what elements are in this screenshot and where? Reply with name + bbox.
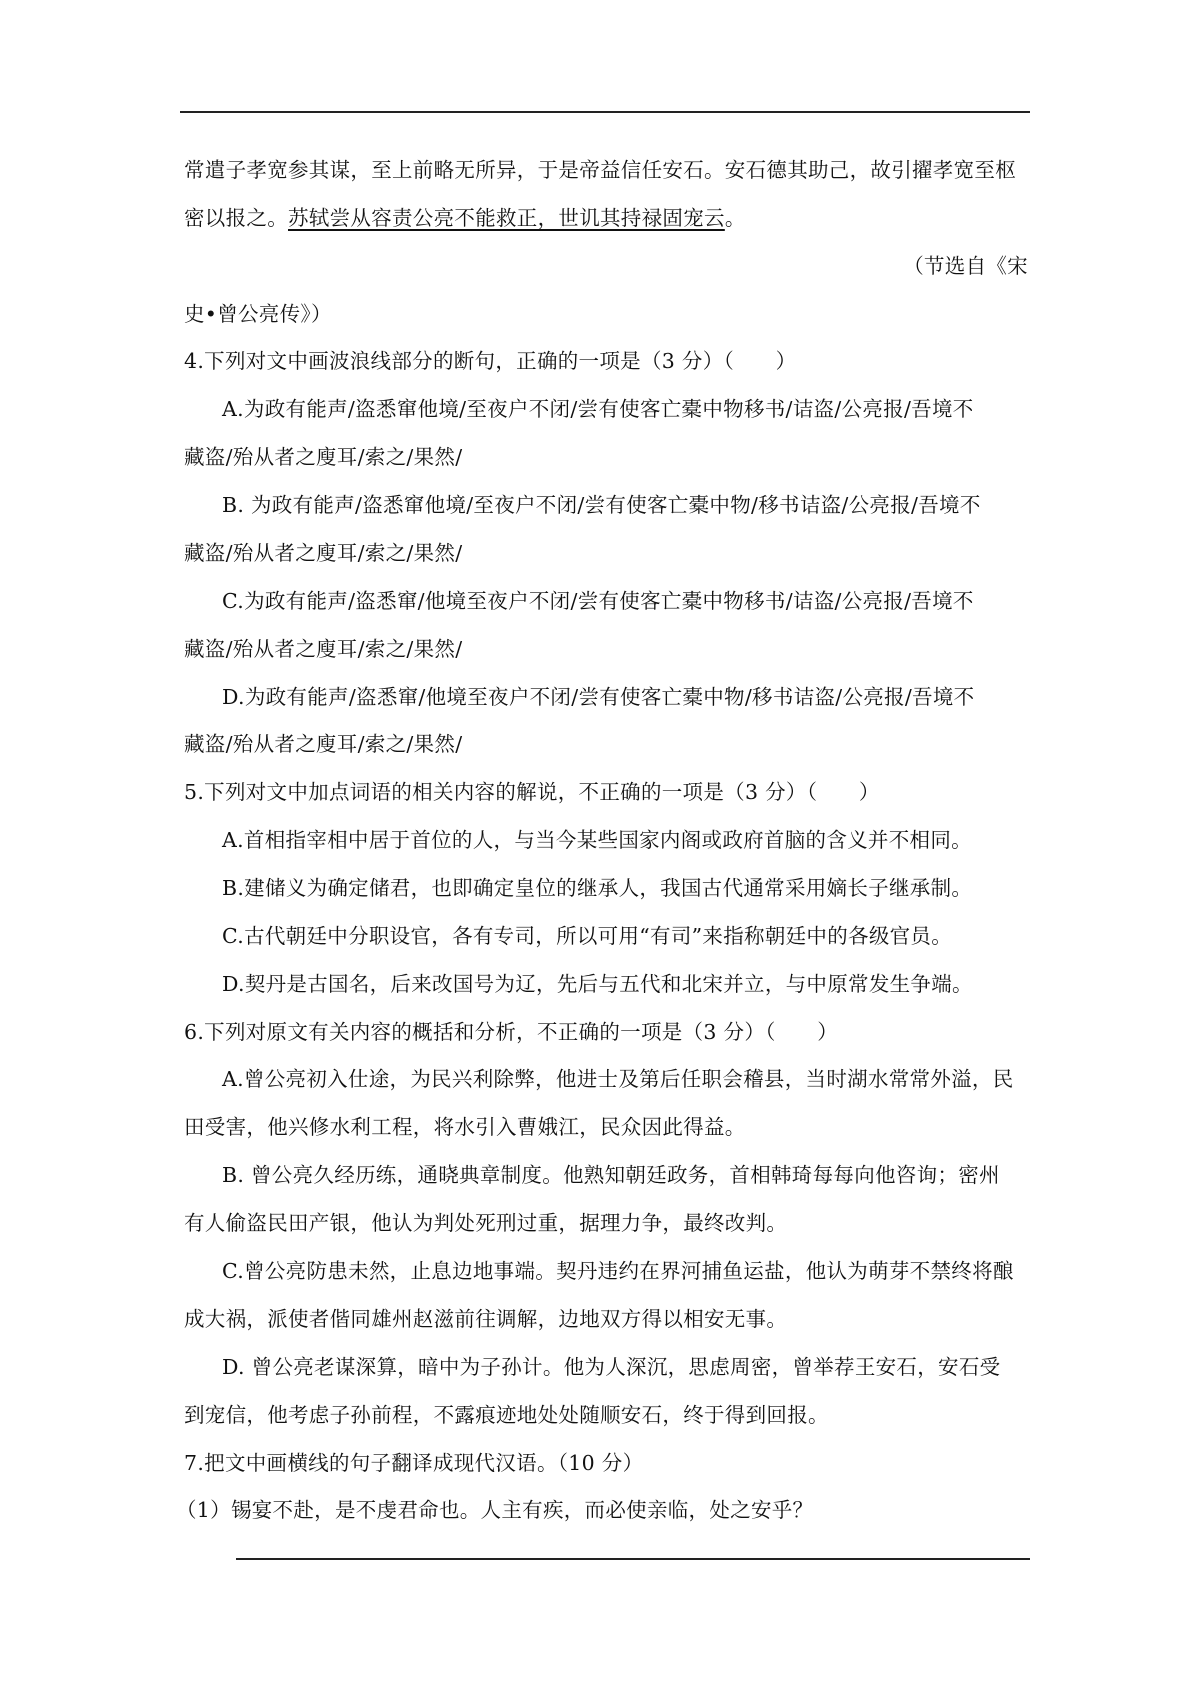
q5-option-b: B.建储义为确定储君，也即确定皇位的继承人，我国古代通常采用嫡长子继承制。 (222, 876, 973, 900)
header-rule (180, 111, 1030, 113)
source-citation: 史•曾公亮传》） (184, 302, 332, 326)
q6-option-c: 成大祸，派使者偕同雄州赵滋前往调解，边地双方得以相安无事。 (184, 1307, 788, 1331)
q6-option-c: C.曾公亮防患未然，止息边地事端。契丹违约在界河捕鱼运盐，他认为萌芽不禁终将酿 (222, 1259, 1014, 1283)
q6-option-d: 到宠信，他考虑子孙前程，不露痕迹地处处随顺安石，终于得到回报。 (184, 1403, 829, 1427)
q4-option-a: A.为政有能声/盗悉窜他境/至夜户不闭/尝有使客亡橐中物移书/诘盗/公亮报/吾境不 (222, 397, 974, 421)
q5-option-d: D.契丹是古国名，后来改国号为辽，先后与五代和北宋并立，与中原常发生争端。 (222, 972, 973, 996)
passage-line (184, 205, 746, 231)
question-7-stem: 7.把文中画横线的句子翻译成现代汉语。（10 分） (184, 1451, 644, 1475)
q7-sentence-1: （1）锡宴不赴，是不虔君命也。人主有疾，而必使亲临，处之安乎？ (176, 1498, 814, 1522)
passage-line: 常遣子孝宽参其谋，至上前略无所异，于是帝益信任安石。安石德其助己，故引擢孝宽至枢 (184, 158, 1016, 182)
question-6-stem: 6.下列对原文有关内容的概括和分析，不正确的一项是（3 分）（ ） (184, 1020, 839, 1044)
passage-text: 密以报之。 (184, 206, 288, 230)
q4-option-b: 藏盗/殆从者之廋耳/索之/果然/ (184, 541, 463, 565)
question-4-stem: 4.下列对文中画波浪线部分的断句，正确的一项是（3 分）（ ） (184, 349, 797, 373)
q6-option-d: D. 曾公亮老谋深算，暗中为子孙计。他为人深沉，思虑周密，曾举荐王安石，安石受 (222, 1355, 1001, 1379)
q5-option-a: A.首相指宰相中居于首位的人，与当今某些国家内阁或政府首脑的含义并不相同。 (222, 828, 972, 852)
q4-option-a: 藏盗/殆从者之廋耳/索之/果然/ (184, 445, 463, 469)
q4-option-b: B. 为政有能声/盗悉窜他境/至夜户不闭/尝有使客亡橐中物/移书诘盗/公亮报/吾境不 (222, 493, 981, 517)
q4-option-d: D.为政有能声/盗悉窜/他境至夜户不闭/尝有使客亡橐中物/移书诘盗/公亮报/吾境不 (222, 685, 975, 709)
passage-text: 。 (724, 206, 746, 230)
source-citation: （节选自《宋 (903, 254, 1028, 278)
q4-option-c: C.为政有能声/盗悉窜/他境至夜户不闭/尝有使客亡橐中物移书/诘盗/公亮报/吾境不 (222, 589, 974, 613)
q6-option-b: B. 曾公亮久经历练，通晓典章制度。他熟知朝廷政务，首相韩琦每每向他咨询；密州 (222, 1163, 1000, 1187)
q6-option-a: A.曾公亮初入仕途，为民兴利除弊，他进士及第后任职会稽县，当时湖水常常外溢，民 (222, 1067, 1014, 1091)
underlined-sentence: 苏轼尝从容责公亮不能救正，世讥其持禄固宠云 (288, 206, 725, 230)
question-5-stem: 5.下列对文中加点词语的相关内容的解说，不正确的一项是（3 分）（ ） (184, 780, 880, 804)
q4-option-d: 藏盗/殆从者之廋耳/索之/果然/ (184, 732, 463, 756)
answer-line[interactable] (236, 1558, 1030, 1560)
q6-option-a: 田受害，他兴修水利工程，将水引入曹娥江，民众因此得益。 (184, 1115, 746, 1139)
q6-option-b: 有人偷盗民田产银，他认为判处死刑过重，据理力争，最终改判。 (184, 1211, 788, 1235)
q4-option-c: 藏盗/殆从者之廋耳/索之/果然/ (184, 637, 463, 661)
q5-option-c: C.古代朝廷中分职设官，各有专司，所以可用“有司”来指称朝廷中的各级官员。 (222, 924, 953, 948)
